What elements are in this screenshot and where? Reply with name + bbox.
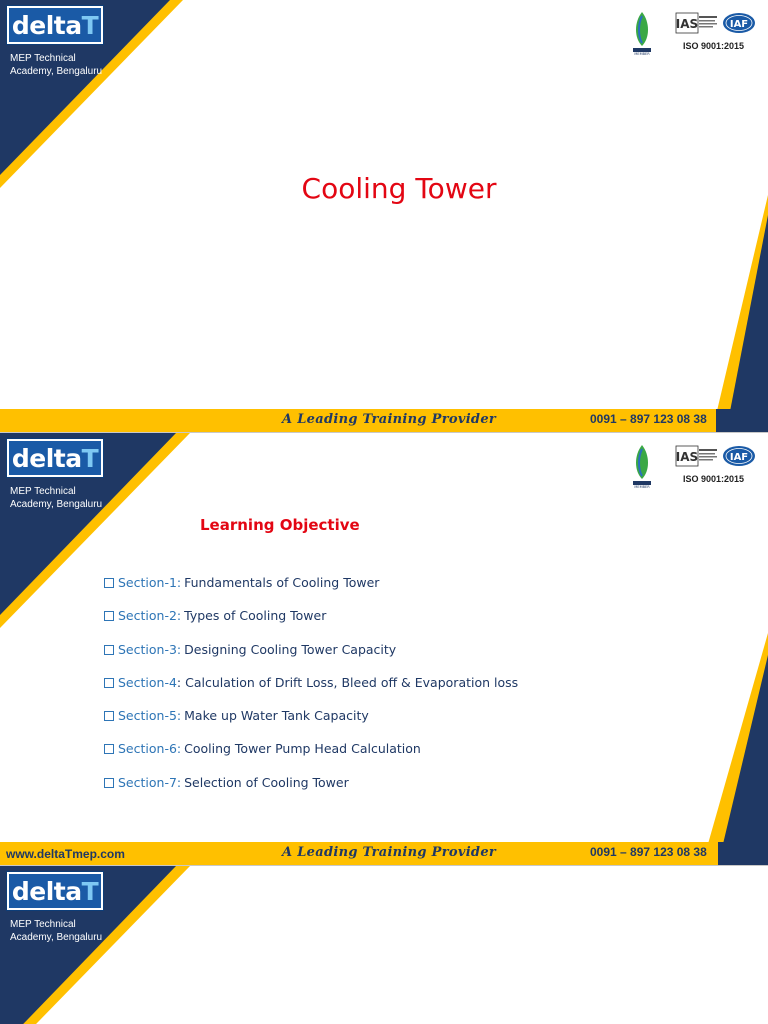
checkbox-icon: [104, 611, 114, 621]
ias-accreditation-icon: [676, 13, 717, 33]
tagline: A Leading Training Provider: [282, 845, 497, 860]
list-item: [104, 775, 704, 808]
list-item: [104, 608, 704, 641]
iaf-icon: [723, 446, 755, 466]
section-id: Section-5:: [118, 708, 182, 724]
academy-subtitle: MEP Technical Academy, Bengaluru: [10, 919, 103, 943]
section-list: [104, 575, 704, 808]
section-text: : Calculation of Drift Loss, Bleed off & Evaporation loss: [176, 674, 519, 690]
list-item: [104, 741, 704, 774]
iaf-icon: [723, 13, 755, 33]
deltat-logo: deltaT: [7, 872, 103, 910]
checkbox-icon: [104, 645, 114, 655]
checkbox-icon: [104, 711, 114, 721]
svg-text:IAS: IAS: [675, 450, 699, 464]
list-item: [104, 642, 704, 675]
phone-number: 0091 – 897 123 08 38: [590, 412, 707, 426]
section-text: Fundamentals of Cooling Tower: [184, 575, 380, 590]
website-link[interactable]: www.deltaTmep.com: [6, 847, 125, 861]
section-text: Cooling Tower Pump Head Calculation: [184, 741, 421, 757]
iso-label: ISO 9001:2015: [683, 474, 745, 484]
section-id: Section-2:: [118, 608, 182, 624]
section-id: Section-3:: [118, 641, 182, 657]
svg-text:MEMBER: MEMBER: [634, 485, 650, 489]
deltat-logo: deltaT: [7, 6, 103, 44]
svg-text:IAF: IAF: [729, 452, 749, 463]
svg-text:MEMBER: MEMBER: [634, 52, 650, 56]
section-id: Section-6:: [118, 741, 182, 757]
slide-title-text: Cooling Tower: [301, 172, 497, 205]
slide-learning-objective: [0, 433, 768, 865]
learning-objective-heading: Learning Objective: [200, 516, 360, 534]
tagline: A Leading Training Provider: [282, 412, 497, 427]
green-building-member-icon: [633, 12, 651, 56]
ias-accreditation-icon: [676, 446, 717, 466]
section-id: Section-4: [118, 674, 177, 690]
academy-subtitle: MEP Technical Academy, Bengaluru: [10, 486, 103, 510]
section-id: Section-7:: [118, 774, 182, 790]
deltat-logo: deltaT: [7, 439, 103, 477]
section-text: Selection of Cooling Tower: [184, 774, 349, 790]
slide-decoration: [0, 0, 768, 432]
iso-label: ISO 9001:2015: [683, 41, 745, 51]
checkbox-icon: [104, 578, 114, 588]
checkbox-icon: [104, 744, 114, 754]
green-building-member-icon: [633, 445, 651, 489]
list-item: [104, 575, 704, 608]
slide-title: [0, 0, 768, 432]
list-item: [104, 675, 704, 708]
list-item: [104, 708, 704, 741]
svg-text:IAS: IAS: [675, 17, 699, 31]
slide-partial: [0, 866, 768, 1024]
checkbox-icon: [104, 678, 114, 688]
section-text: Designing Cooling Tower Capacity: [184, 641, 397, 657]
section-text: Make up Water Tank Capacity: [184, 708, 369, 724]
slide-decoration: [0, 866, 768, 1024]
academy-subtitle: MEP Technical Academy, Bengaluru: [10, 53, 103, 77]
section-text: Types of Cooling Tower: [184, 608, 327, 624]
phone-number: 0091 – 897 123 08 38: [590, 845, 707, 859]
section-id: Section-1:: [118, 575, 182, 590]
svg-text:IAF: IAF: [729, 19, 749, 30]
checkbox-icon: [104, 778, 114, 788]
